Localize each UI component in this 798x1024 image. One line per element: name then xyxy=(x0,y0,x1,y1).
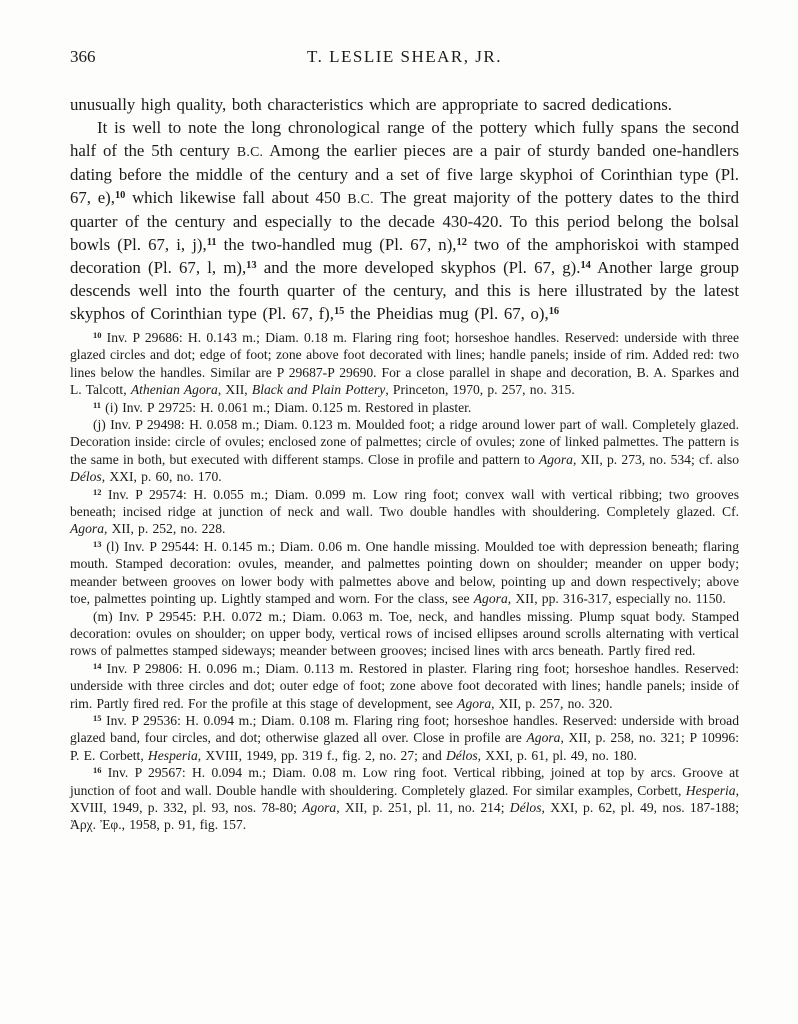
footnote-marker: 10 xyxy=(93,330,102,341)
text-run: Délos xyxy=(70,469,102,485)
footnote-paragraph xyxy=(70,660,739,712)
text-run: Agora xyxy=(302,799,337,815)
text-run: , XII, p. 252, no. 228. xyxy=(103,521,226,537)
footnote-paragraph xyxy=(70,764,739,834)
body-paragraph xyxy=(70,93,739,116)
page-number: 366 xyxy=(70,47,96,66)
footnote-marker: 15 xyxy=(93,713,102,724)
text-run: , XII, p. 251, pl. 11, no. 214; xyxy=(336,799,510,815)
footnote-ref: 12 xyxy=(456,237,467,249)
text-run: , XII, p. 257, no. 320. xyxy=(491,695,613,711)
text-run: , XXI, p. 62, pl. 49, nos. 187-188; Ἀρχ. Ἐφ., 1958, p. 91, fig. 157. xyxy=(70,799,740,833)
text-run: , XII, xyxy=(217,382,252,398)
text-run: , XVIII, 1949, pp. 319 f., fig. 2, no. 27; and xyxy=(197,747,446,763)
text-run: It is well to note the long chronological range of the pottery which fully spans the second half of the 5th century xyxy=(70,118,739,160)
body-paragraph xyxy=(70,116,739,325)
footnote-ref: 15 xyxy=(333,306,345,318)
footnote-paragraph xyxy=(70,486,739,538)
text-run: which likewise fall about 450 xyxy=(125,188,348,207)
text-run: the two-handled mug (Pl. 67, n), xyxy=(216,235,457,254)
text-run: , XXI, p. 60, no. 170. xyxy=(101,469,222,485)
text-run: the Pheidias mug (Pl. 67, o), xyxy=(344,304,549,323)
footnote-marker: 14 xyxy=(93,660,102,671)
text-run: , XII, p. 258, no. 321; P 10996: P. E. Corbett, xyxy=(70,730,739,763)
footnote-marker: 12 xyxy=(93,486,102,497)
text-run: Délos xyxy=(509,799,542,815)
text-run: , XII, pp. 316-317, especially no. 1150. xyxy=(507,591,726,607)
text-run: , XVIII, 1949, p. 332, pl. 93, nos. 78-80; xyxy=(70,782,739,815)
footnote-paragraph xyxy=(70,608,739,660)
footnote-marker: 16 xyxy=(93,765,102,776)
text-run: Among the earlier pieces are a pair of sturdy banded one-handlers dating before the middle of the century and a set of five large skyphoi of Corinthian type (Pl. 67, e), xyxy=(70,141,739,207)
footnote-paragraph xyxy=(70,416,739,486)
text-run: B.C. xyxy=(347,191,374,206)
text-run: Agora xyxy=(538,451,573,467)
text-run: Hesperia xyxy=(147,747,198,763)
footnote-marker: 11 xyxy=(93,399,101,410)
text-run: (i) Inv. P 29725: H. 0.061 m.; Diam. 0.125 m. Restored in plaster. xyxy=(100,399,472,415)
text-run: Inv. P 29806: H. 0.096 m.; Diam. 0.113 m. Restored in plaster. Flaring ring foot; horseshoe handles. Reserved: underside with three circles and dot; outer edge of foot; zone above foot decorated with lines; handle panels; inside of rim. Partly fired red. For the profile at this stage of development, see xyxy=(70,660,739,711)
text-run: Agora xyxy=(473,591,508,607)
running-head: T. LESLIE SHEAR, JR. xyxy=(307,47,502,66)
footnote-ref: 11 xyxy=(206,237,217,249)
text-run: Inv. P 29536: H. 0.094 m.; Diam. 0.108 m. Flaring ring foot; horseshoe handles. Reserved: underside with broad glazed band, four circles, and dot; otherwise glazed all over. Close in profile are xyxy=(70,712,739,746)
text-run: Athenian Agora xyxy=(130,382,218,398)
text-run: Agora xyxy=(70,521,104,537)
text-run: (m) Inv. P 29545: P.H. 0.072 m.; Diam. 0.063 m. Toe, neck, and handles missing. Plump squat body. Stamped decoration: ovules on shoulder; on upper body, vertical rows of incised ellipses around scrolls alternating with vertical rows of palmettes stamped sideways; meander between grooves; incised lines with arcs beneath. Partly fired red. xyxy=(70,608,739,659)
footnote-paragraph xyxy=(70,399,739,416)
text-run: Délos xyxy=(445,747,478,763)
text-run: Hesperia xyxy=(685,782,736,798)
text-run: , XXI, p. 61, pl. 49, no. 180. xyxy=(477,747,637,763)
text-run: and the more developed skyphos (Pl. 67, g). xyxy=(256,258,581,277)
text-run: Black and Plain Pottery xyxy=(251,382,386,398)
footnote-ref: 13 xyxy=(246,260,257,272)
text-run: Inv. P 29686: H. 0.143 m.; Diam. 0.18 m. Flaring ring foot; horseshoe handles. Reserved: underside with three glazed circles and dot; edge of foot; zone above foot decorated with lines; handle panels; inside of rim. Added red: two lines below the handles. Similar are P 29687-P 29690. For a close parallel in shape and decoration, B. A. Sparkes and L. Talcott, xyxy=(70,330,739,398)
footnote-paragraph xyxy=(70,538,739,608)
footnotes xyxy=(70,329,739,834)
footnote-paragraph xyxy=(70,329,739,399)
page-header xyxy=(70,47,739,68)
footnote-ref: 10 xyxy=(114,190,126,202)
text-run: Inv. P 29574: H. 0.055 m.; Diam. 0.099 m. Low ring foot; convex wall with vertical ribbing; two grooves beneath; incised ridge at junction of neck and wall. Two double handles with shouldering. Completely glazed. Cf. xyxy=(70,486,739,520)
text-run: (j) Inv. P 29498: H. 0.058 m.; Diam. 0.123 m. Moulded foot; a ridge around lower part of wall. Completely glazed. Decoration inside: circle of ovules; enclosed zone of palmettes; circle of ovules; zone of linked palmettes. The pattern is the same in both, but executed with different stamps. Close in profile and pattern to xyxy=(70,417,739,467)
footnote-marker: 13 xyxy=(93,539,102,550)
text-run: Agora xyxy=(526,730,561,746)
text-run: unusually high quality, both characteristics which are appropriate to sacred dedications. xyxy=(70,95,672,114)
text-run: Another large group descends well into the fourth quarter of the century, and this is here illustrated by the latest skyphos of Corinthian type (Pl. 67, f), xyxy=(70,258,739,323)
footnote-ref: 14 xyxy=(580,260,591,272)
body-text xyxy=(70,93,739,325)
footnote-paragraph xyxy=(70,712,739,764)
text-run: Inv. P 29567: H. 0.094 m.; Diam. 0.08 m. Low ring foot. Vertical ribbing, joined at top by arcs. Groove at junction of foot and wall. Double handle with shouldering. Completely glazed. For similar examples, Corbett, xyxy=(70,765,739,798)
text-run: , Princeton, 1970, p. 257, no. 315. xyxy=(385,382,575,398)
text-run: , XII, p. 273, no. 534; cf. also xyxy=(572,451,740,467)
text-run: two of the amphoriskoi with stamped decoration (Pl. 67, l, m), xyxy=(70,235,739,277)
footnote-ref: 16 xyxy=(548,306,560,318)
text-run: The great majority of the pottery dates to the third quarter of the century and especially to the decade 430-420. To this period belong the bolsal bowls (Pl. 67, i, j), xyxy=(70,188,739,254)
text-run: B.C. xyxy=(236,144,264,159)
text-run: (l) Inv. P 29544: H. 0.145 m.; Diam. 0.06 m. One handle missing. Moulded toe with depression beneath; flaring mouth. Stamped decoration: ovules, meander, and palmettes pointing down on shoulder; meander on upper body; meander between grooves on lower body with palmettes above and below, pointing up and down respectively; above toe, palmettes pointing up. Lightly stamped and worn. For the class, see xyxy=(70,538,739,607)
text-run: Agora xyxy=(457,695,492,711)
